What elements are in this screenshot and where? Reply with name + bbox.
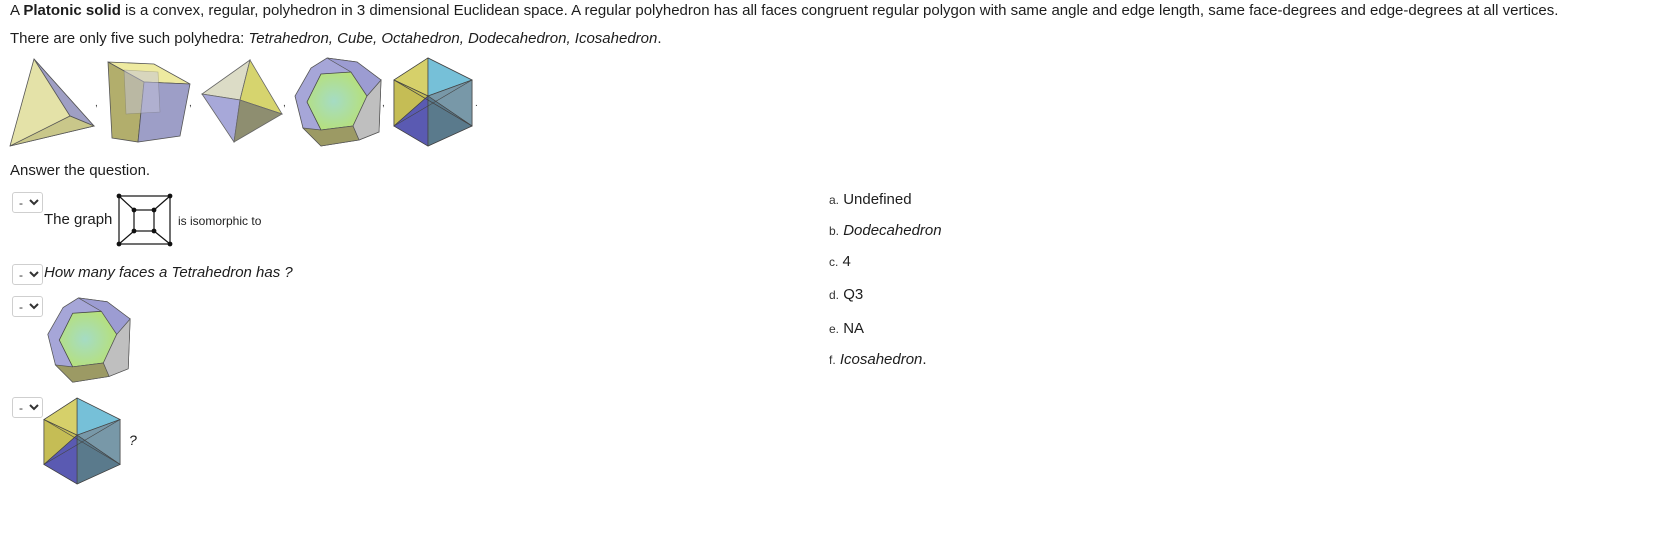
option-e-letter: e. — [829, 322, 840, 336]
separator-1: , — [95, 98, 98, 109]
question-4-icosahedron-image — [42, 396, 122, 486]
option-a — [829, 190, 912, 210]
intro-line2-prefix: There are only five such polyhedra: — [10, 30, 249, 47]
answer-select-4[interactable] — [12, 397, 43, 418]
option-e — [829, 319, 864, 339]
option-a-text: Undefined — [843, 191, 912, 208]
option-d — [829, 285, 863, 305]
question-4-text-after: ? — [129, 432, 137, 448]
answer-select-2[interactable] — [12, 264, 43, 285]
option-f-suffix: . — [922, 351, 927, 368]
option-e-text: NA — [843, 320, 865, 337]
answer-select-1[interactable] — [12, 192, 43, 213]
option-f-letter: f. — [829, 353, 836, 367]
intro-line2-end: . — [657, 30, 662, 47]
intro-prefix: A — [10, 2, 24, 19]
question-1-text-after: is isomorphic to — [178, 214, 262, 228]
separator-5: . — [475, 98, 478, 109]
icosahedron-image — [392, 56, 474, 148]
intro-term: Platonic solid — [23, 2, 121, 19]
separator-2: , — [189, 98, 192, 109]
option-b-text: Dodecahedron — [843, 222, 942, 239]
octahedron-image — [200, 56, 286, 146]
question-2-text: How many faces a Tetrahedron has ? — [44, 264, 293, 281]
question-3-dodecahedron-image — [42, 296, 134, 386]
option-c — [829, 252, 851, 272]
option-c-text: 4 — [842, 253, 851, 270]
option-f — [829, 350, 927, 370]
option-d-letter: d. — [829, 288, 840, 302]
tetrahedron-image — [8, 56, 98, 150]
intro-polyhedra-names: Tetrahedron, Cube, Octahedron, Dodecahedron, Icosahedron — [248, 30, 658, 47]
option-b-letter: b. — [829, 224, 840, 238]
answer-select-3[interactable] — [12, 296, 43, 317]
cube-graph-diagram — [116, 193, 174, 247]
intro-line-2 — [10, 28, 662, 50]
instruction-text: Answer the question. — [10, 162, 151, 179]
dodecahedron-image — [291, 56, 383, 150]
option-c-letter: c. — [829, 255, 839, 269]
question-1-text-before: The graph — [44, 211, 113, 228]
option-f-text: Icosahedron — [839, 351, 923, 368]
option-a-letter: a. — [829, 193, 840, 207]
intro-rest: is a convex, regular, polyhedron in 3 dimensional Euclidean space. A regular polyhedron has all faces congruent regular polygon with same angle and edge length, same face-degrees and edge-degrees at all vertices. — [120, 2, 1559, 19]
polyhedra-images-row — [8, 56, 528, 152]
separator-4: , — [382, 98, 385, 109]
intro-line-1 — [10, 0, 1558, 22]
separator-3: , — [283, 98, 286, 109]
cube-image — [106, 56, 192, 148]
option-b — [829, 221, 942, 241]
option-d-text: Q3 — [843, 286, 864, 303]
